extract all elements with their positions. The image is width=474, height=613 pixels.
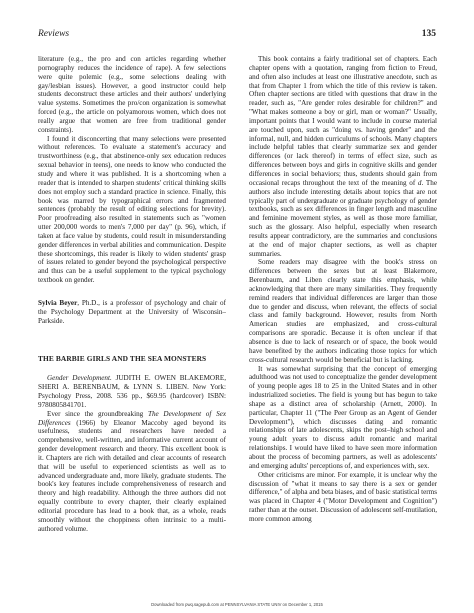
reviewer-bio-text: , Ph.D., is a professor of psychology and chair of the Psychology Department at the University of Wisconsin–Parkside. [38, 298, 227, 325]
paragraph-continued: literature (e.g., the pro and con articles regarding whether pornography reduces the incidence of rape). A few selections were quite polemic (e.g., some selections dealing with gay/lesbian issues). However, a good instructor could help students deconstruct these articles and their authors' underlying value systems. Sometimes the pro/con organization is somewhat forced (e.g., the article on polyamorous women, which does not really argue that women are free from traditional gender constraints). [38, 55, 226, 134]
cited-book-title: The Development of Sex Differences [38, 409, 226, 427]
intro-lead: Ever since the groundbreaking [47, 409, 148, 418]
download-footer: Downloaded from pwq.sagepub.com at PENNSYLVANIA STATE UNIV on December 1, 2015 [151, 602, 323, 607]
reviewer-name: Sylvia Beyer [38, 298, 78, 307]
left-column [38, 55, 226, 534]
effect-size-symbol: d [417, 178, 422, 187]
right-column [249, 55, 437, 524]
book-title: Gender Development. [47, 374, 112, 383]
paragraph-minor-criticisms: Other criticisms are minor. For example, it is unclear why the discussion of "what it means to say there is a sex or gender difference," of alpha and beta biases, and of basic statistical terms was placed in Chapter 4 ("Motor Development and Cognition") rather than at the outset. Discussion of adolescent self-mutilation, more common among [249, 470, 437, 523]
chapters-text-a: This book contains a fairly traditional set of chapters. Each chapter opens with a quotation, ranging from fiction to Freud, and often also includes at least one illustrative anecdote, such as that from Chapter 1 from which the title of this review is taken. Often chapter sections are titled with questions that draw in the reader, such as, "Are gender roles desirable for children?" and "What makes someone a boy or girl, man or woman?" Usually, important points that I would want to include in course material are touched upon, such as "doing vs. having gender" and the informal, null, and hidden curriculums of schools. Many chapters include helpful tables that clearly summarize sex and gender differences (or lack thereof) in terms of effect size, such as differences between boys and girls in cognitive skills and gender differences in social behaviors; thus, students should gain from occasional recaps throughout the text of the meaning of [249, 55, 437, 187]
book-citation [38, 374, 226, 409]
page-number: 135 [421, 29, 436, 39]
review-section-title: THE BARBIE GIRLS AND THE SEA MONSTERS [38, 354, 207, 364]
paragraph-differences: Some readers may disagree with the book's stress on differences between the sexes but at least Blakemore, Berenbaum, and Liben clearly state this emphasis, while acknowledging that there are many similarities. They frequently remind readers that individual differences are larger than those due to gender and discuss, when relevant, the effects of social class and family background. However, results from North American studies are emphasized, and cross-cultural comparisons are sporadic. Because it is often unclear if that absence is due to lack of research or of space, the book would have benefited by the authors indicating those topics for which cross-cultural research would be beneficial but is lacking. [249, 258, 437, 364]
reviewer-bio [38, 299, 226, 326]
paragraph-review-intro [38, 410, 226, 534]
book-info: JUDITH E. OWEN BLAKEMORE, SHERI A. BERENBAUM, & LYNN S. LIBEN. New York: Psychology Press, 2008. 536 pp., $69.95 (hardcover) ISBN: 9780805841701. [38, 374, 226, 409]
intro-rest: (1966) by Eleanor Maccoby aged beyond its usefulness, students and researchers have needed a comprehensive, well-written, and informative current account of gender development research and theory. This excellent book is it. Chapters are rich with detailed and clear accounts of research that will be useful to experienced scientists as well as to advanced undergraduate and, more likely, graduate students. The book's key features include comprehensiveness of research and theory and high readability. Although the three authors did not equally contribute to every chapter, their clearly explained editorial procedure has lead to a book that, as a whole, reads smoothly without the choppiness often intrinsic to a multi-authored volume. [38, 418, 226, 533]
chapters-text-b: . The authors also include interesting details about topics that are not typically part of undergraduate or graduate psychology of gender textbooks, such as sex differences in finger length and masculine and feminine movement styles, as well as those more familiar, such as the glossary. Also helpful, especially when research results appear contradictory, are the summaries and conclusions at the end of major chapter sections, as well as chapter summaries. [249, 178, 437, 258]
paragraph-chapters [249, 55, 437, 258]
paragraph-references-critique: I found it disconcerting that many selections were presented without references. To evaluate a statement's accuracy and trustworthiness (e.g., that abstinence-only sex education reduces sexual behavior in teens), one needs to know who conducted the study and where it was published. It is a shortcoming when a reader that is intended to sharpen students' critical thinking skills does not employ such a standard practice in science. Finally, this book was marred by typographical errors and fragmented sentences (probably the result of editing selections for brevity). Poor proofreading also resulted in statements such as "women utter 200,000 words to men's 7,000 per day" (p. 96), which, if taken at face value by students, could result in misunderstanding gender differences in verbal abilities and communication. Despite these shortcomings, this reader is likely to widen students' grasp of issues related to gender beyond the psychological perspective and thus can be a useful supplement to the typical psychology textbook on gender. [38, 134, 226, 285]
running-header-section: Reviews [38, 29, 70, 39]
paragraph-emerging-adulthood: It was somewhat surprising that the concept of emerging adulthood was not used to conceptualize the gender development of young people ages 18 to 25 in the United States and in other industrialized societies. The field is young but has begun to take shape as a distinct area of scholarship (Arnett, 2000). In particular, Chapter 11 ("The Peer Group as an Agent of Gender Development"), which discusses dating and romantic relationships of late adolescents, skips the post–high school and young adult years to discuss adult romantic and marital relationships. I would have liked to have seen more information about the process of becoming partners, as well as adolescents' and emerging adults' perceptions of, and experiences with, sex. [249, 364, 437, 470]
